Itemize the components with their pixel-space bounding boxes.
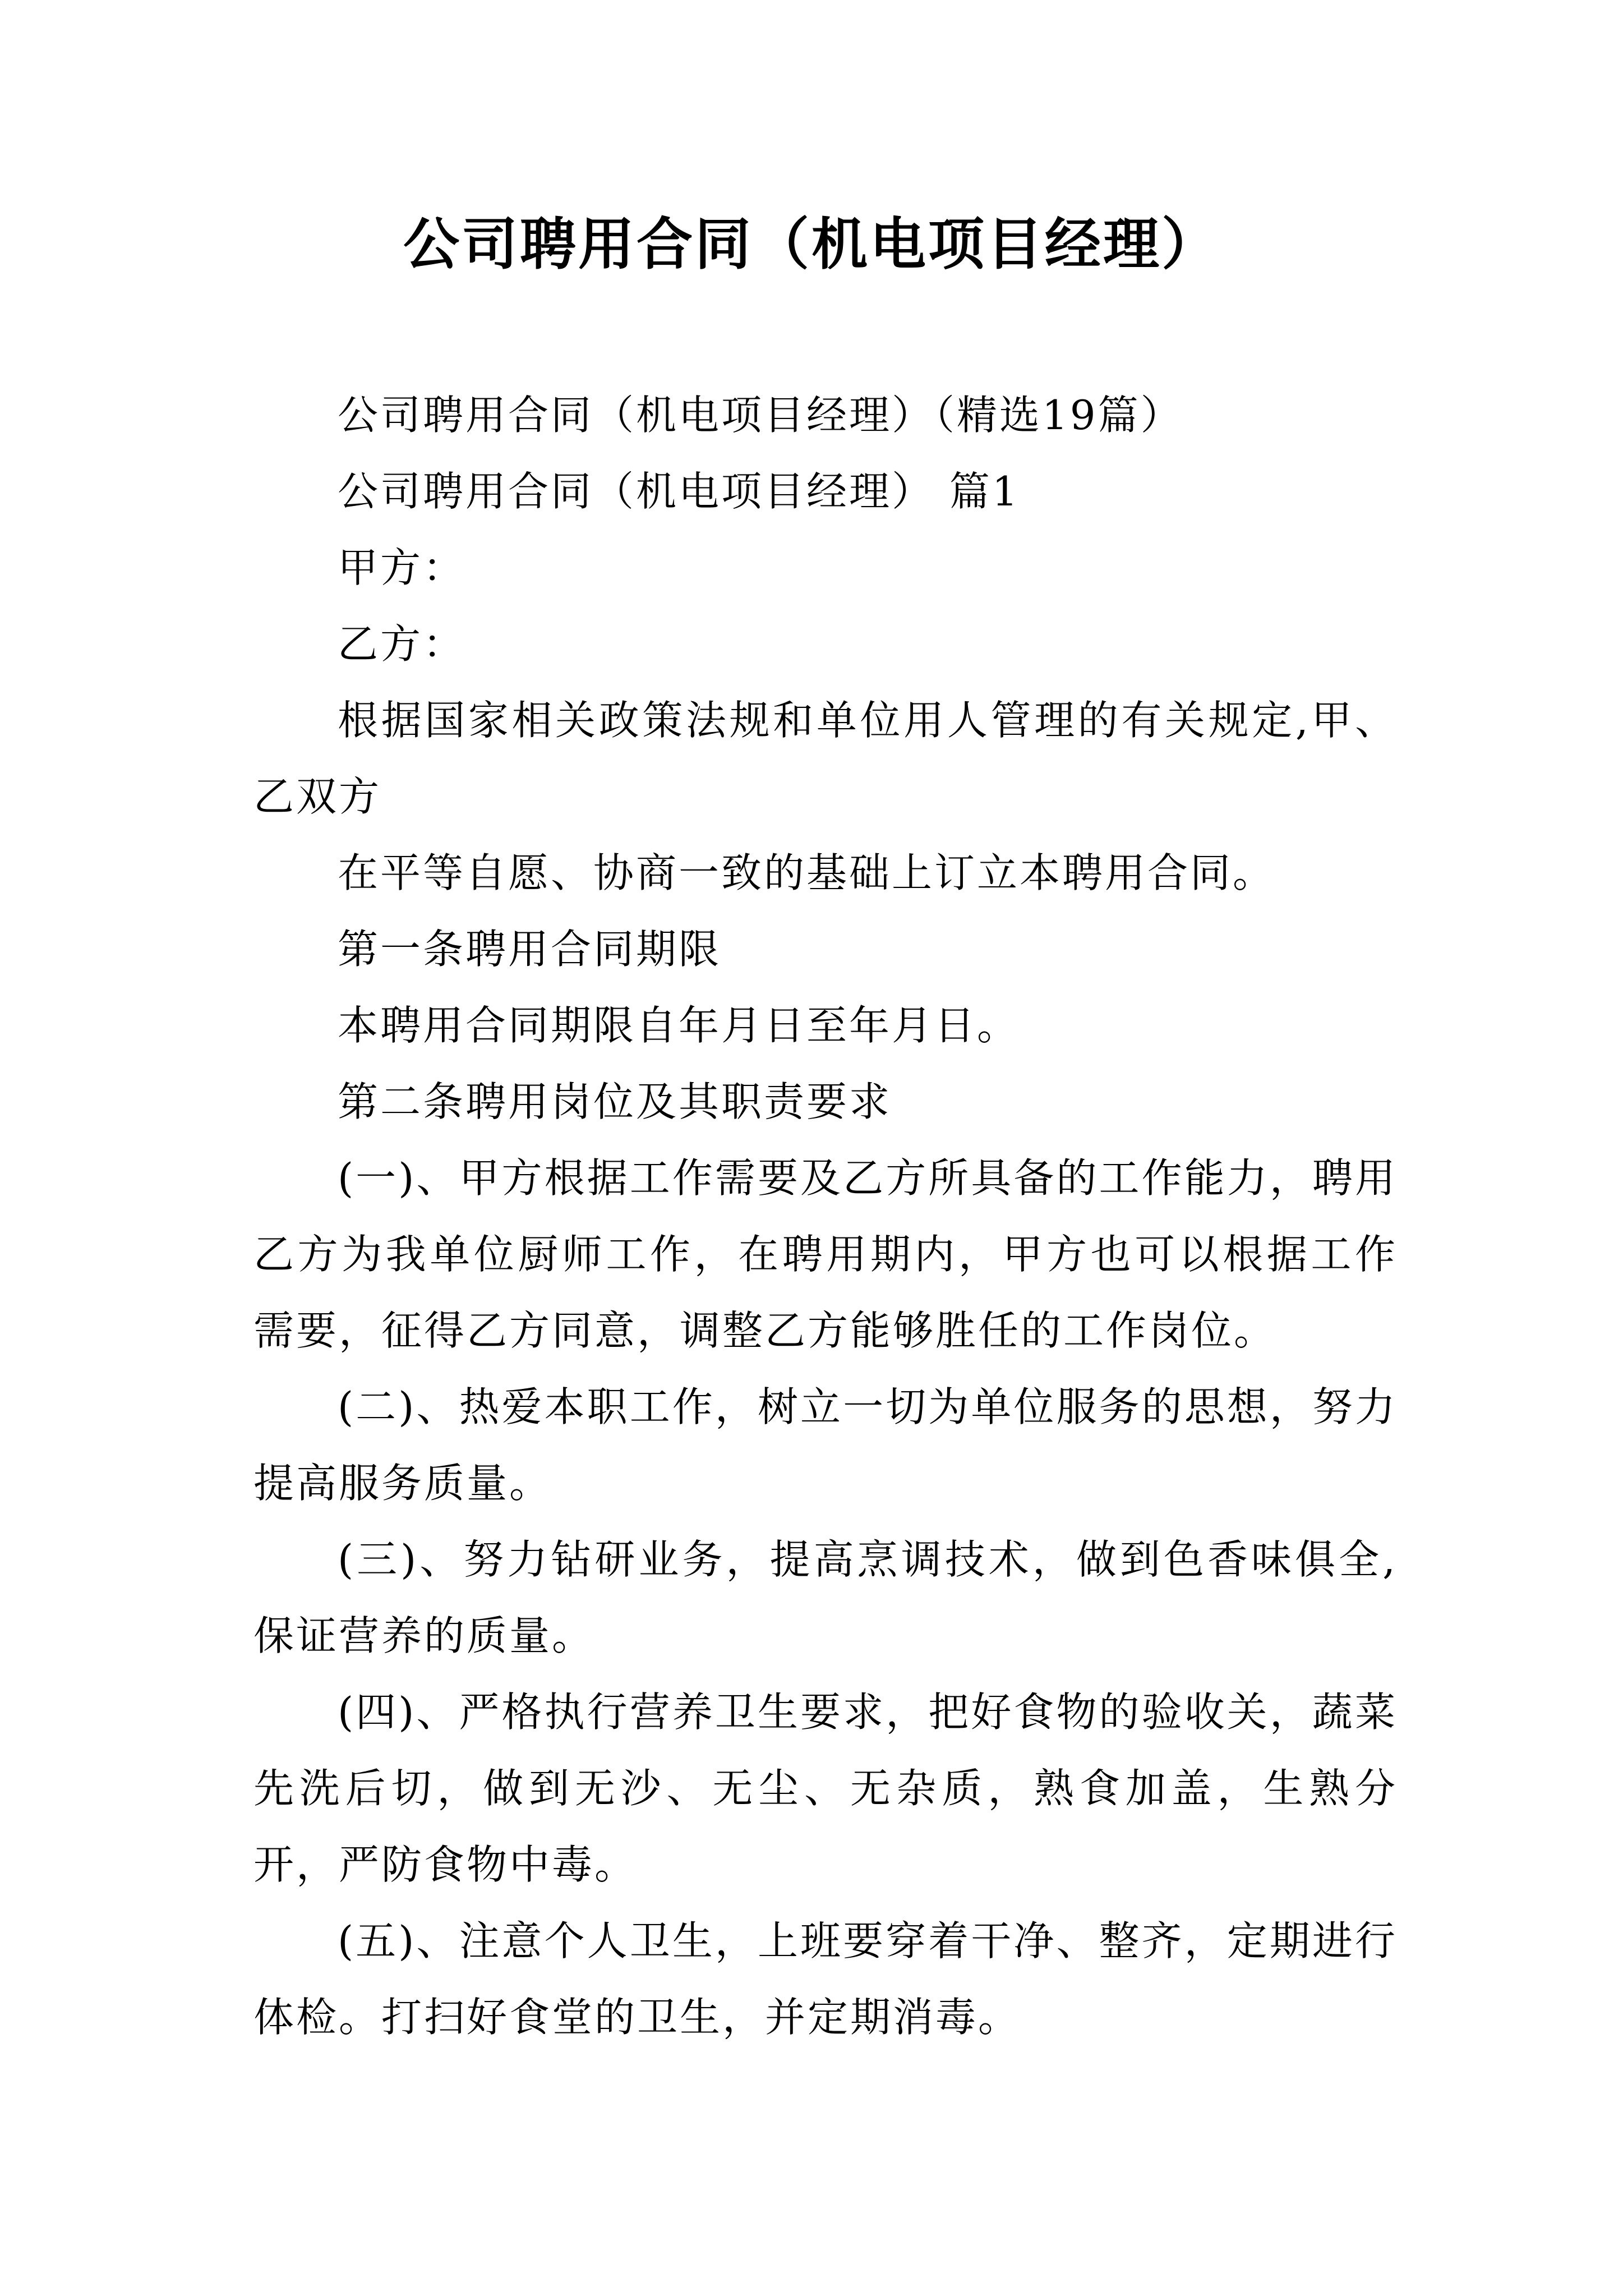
paragraph-party-b: 乙方：	[338, 620, 466, 668]
paragraph-clause-4: (四)、严格执行营养卫生要求，把好食物的验收关，蔬菜先洗后切，做到无沙、无尘、无杂质，熟食加盖，生熟分开，严防食物中毒。	[253, 1688, 1398, 1888]
paragraph-party-a: 甲方：	[338, 544, 466, 591]
paragraph-section-heading: 公司聘用合同（机电项目经理） 篇1	[338, 468, 1020, 515]
paragraph-article-1-term: 本聘用合同期限自年月日至年月日。	[338, 1002, 1020, 1049]
paragraph-clause-5: (五)、注意个人卫生，上班要穿着干净、整齐，定期进行体检。打扫好食堂的卫生，并定期消毒。	[253, 1917, 1398, 2041]
paragraph-preamble: 根据国家相关政策法规和单位用人管理的有关规定,甲、乙双方	[253, 697, 1398, 820]
paragraph-clause-2: (二)、热爱本职工作，树立一切为单位服务的思想，努力提高服务质量。	[253, 1383, 1398, 1507]
paragraph-subtitle: 公司聘用合同（机电项目经理）（精选19篇）	[338, 392, 1183, 439]
paragraph-clause-3: (三)、努力钻研业务，提高烹调技术，做到色香味俱全,保证营养的质量。	[253, 1536, 1398, 1659]
document-body	[253, 377, 1398, 2055]
paragraph-preamble-cont: 在平等自愿、协商一致的基础上订立本聘用合同。	[338, 849, 1276, 896]
paragraph-clause-1: (一)、甲方根据工作需要及乙方所具备的工作能力，聘用乙方为我单位厨师工作，在聘用期内，甲方也可以根据工作需要，征得乙方同意，调整乙方能够胜任的工作岗位。	[253, 1154, 1398, 1354]
paragraph-article-1-heading: 第一条聘用合同期限	[338, 926, 722, 973]
document-title: 公司聘用合同（机电项目经理）	[403, 211, 1220, 277]
paragraph-article-2-heading: 第二条聘用岗位及其职责要求	[338, 1078, 892, 1125]
